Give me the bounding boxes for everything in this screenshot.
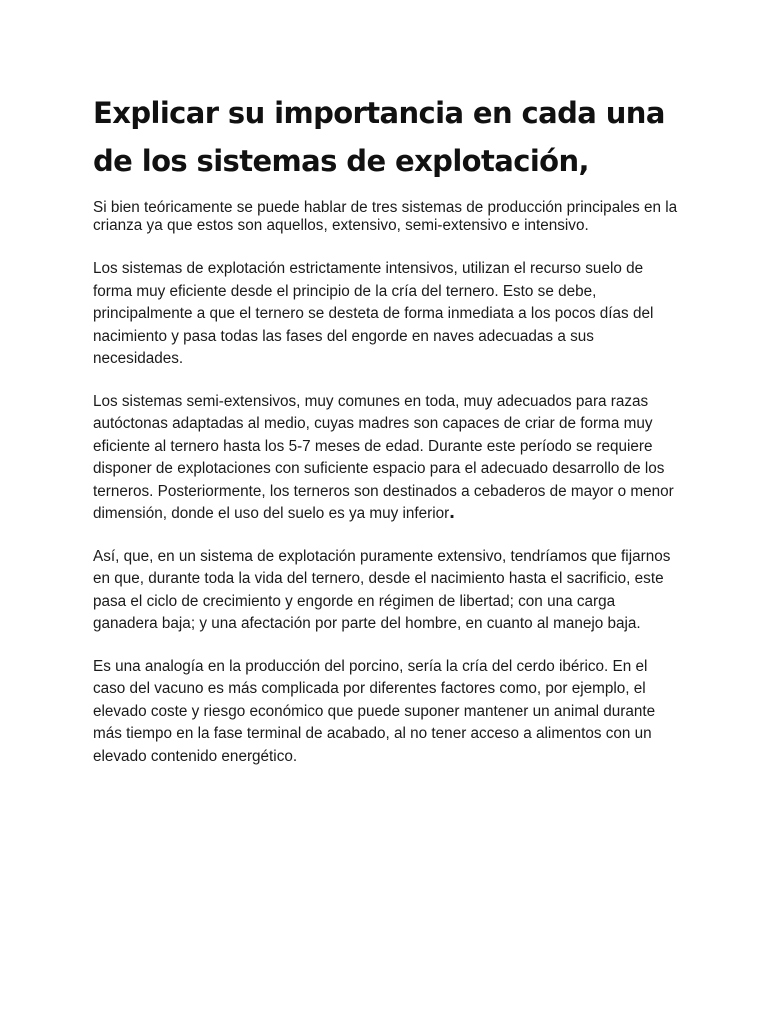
paragraph-semi-extensive <box>93 391 678 526</box>
paragraph-end-period: . <box>449 501 455 523</box>
paragraph-extensive: Así, que, en un sistema de explotación puramente extensivo, tendríamos que fijarnos en que, durante toda la vida del ternero, desde el nacimiento hasta el sacrificio, este pasa el ciclo de crecimiento y engorde en régimen de libertad; con una carga ganadera baja; y una afectación por parte del hombre, en cuanto al manejo baja. <box>93 547 671 632</box>
document-title: Explicar su importancia en cada una de los sistemas de explotación, <box>93 96 665 178</box>
paragraph-semi-extensive-text: Los sistemas semi-extensivos, muy comunes en toda, muy adecuados para razas autóctonas adaptadas al medio, cuyas madres son capaces de criar de forma muy eficiente al ternero hasta los 5-7 meses de edad. Durante este período se requiere disponer de explotaciones con suficiente espacio para el adecuado desarrollo de los terneros. Posteriormente, los terneros son destinados a cebaderos de mayor o menor dimensión, donde el uso del suelo es ya muy inferior <box>93 392 674 522</box>
paragraph-intensive: Los sistemas de explotación estrictamente intensivos, utilizan el recurso suelo de forma muy eficiente desde el principio de la cría del ternero. Esto se debe, principalmente a que el ternero se desteta de forma inmediata a los pocos días del nacimiento y pasa todas las fases del engorde en naves adecuadas a sus necesidades. <box>93 260 654 367</box>
paragraph-analogy: Es una analogía en la producción del porcino, sería la cría del cerdo ibérico. En el caso del vacuno es más complicada por diferentes factores como, por ejemplo, el elevado coste y riesgo económico que puede suponer mantener un animal durante más tiempo en la fase terminal de acabado, al no tener acceso a alimentos con un elevado contenido energético. <box>93 657 656 765</box>
paragraph-intro: Si bien teóricamente se puede hablar de tres sistemas de producción principales en la crianza ya que estos son aquellos, extensivo, semi-extensivo e intensivo. <box>93 199 678 234</box>
